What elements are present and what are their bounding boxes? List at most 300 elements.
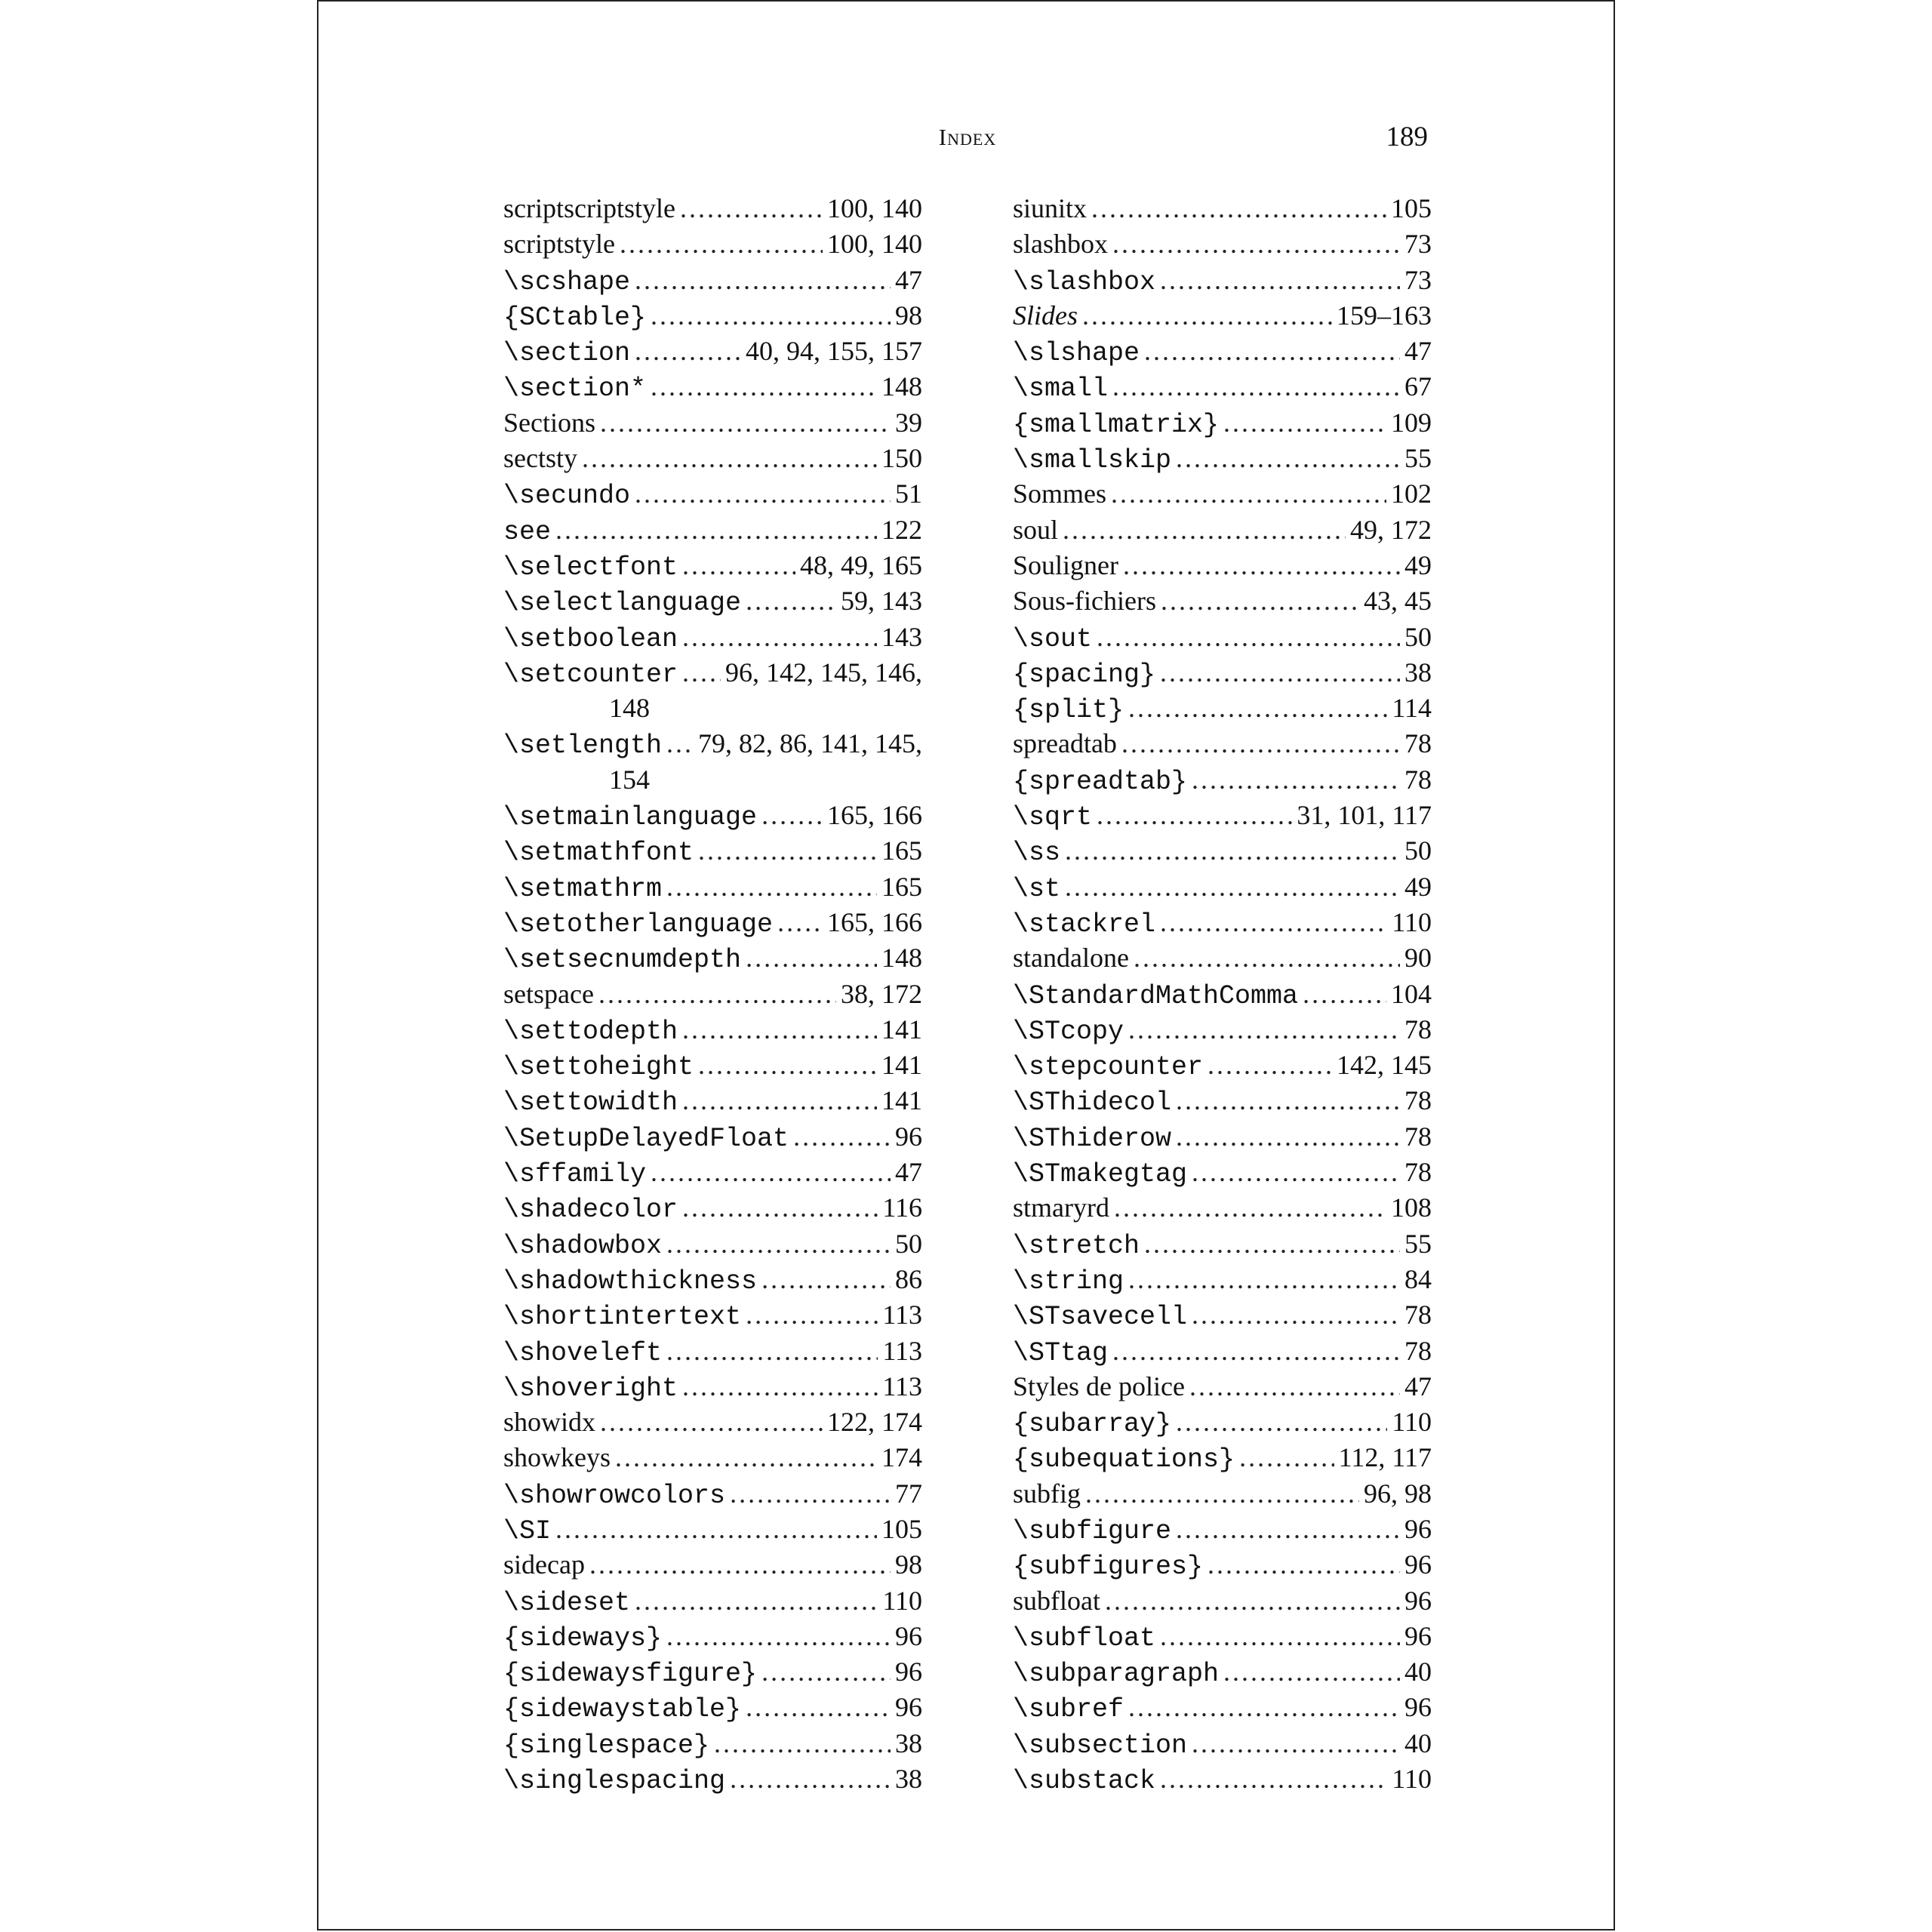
index-entry	[503, 1583, 922, 1619]
leader-dots	[666, 726, 694, 761]
index-entry	[1013, 1547, 1432, 1583]
index-entry-pages: 113	[882, 1371, 922, 1401]
index-entry-pages: 38	[895, 1727, 922, 1758]
index-entry	[1013, 405, 1432, 441]
index-entry-term: \subref	[1013, 1694, 1124, 1725]
index-entry-pages: 96	[1404, 1585, 1432, 1616]
index-entry	[1013, 1083, 1432, 1118]
index-entry-term: showkeys	[503, 1442, 611, 1473]
leader-dots	[1121, 726, 1400, 761]
leader-dots	[1144, 1226, 1400, 1262]
index-entry-pages: 47	[895, 264, 922, 295]
index-entry-pages: 47	[1404, 1371, 1432, 1401]
index-entry-term: Slides	[1013, 300, 1078, 331]
page-number: 189	[1386, 122, 1428, 152]
index-entry-term: \stackrel	[1013, 909, 1156, 940]
index-entry-pages: 98	[895, 300, 922, 331]
leader-dots	[615, 1440, 877, 1475]
leader-dots	[1112, 369, 1400, 405]
index-entry-term: {smallmatrix}	[1013, 409, 1220, 440]
index-entry-term: {SCtable}	[503, 302, 647, 333]
index-entry-term: slashbox	[1013, 229, 1108, 260]
index-entry-pages: 86	[895, 1263, 922, 1294]
index-entry-term: setspace	[503, 978, 594, 1009]
index-entry-term: {subequations}	[1013, 1444, 1235, 1475]
index-entry	[1013, 1226, 1432, 1262]
index-entry-term: \shadowbox	[503, 1230, 663, 1261]
index-entry-term: siunitx	[1013, 193, 1088, 223]
index-entry	[503, 869, 922, 905]
leader-dots	[620, 226, 823, 262]
leader-dots	[1065, 833, 1400, 869]
leader-dots	[1128, 1690, 1400, 1725]
index-entry-term: \sout	[1013, 623, 1093, 654]
index-entry	[1013, 1012, 1432, 1048]
index-entry	[1013, 1726, 1432, 1761]
index-entry	[503, 548, 922, 583]
index-entry-pages: 122	[881, 514, 922, 545]
leader-dots	[666, 1334, 878, 1369]
index-entry-pages: 96	[1404, 1549, 1432, 1580]
index-entry	[1013, 940, 1432, 976]
leader-dots	[651, 369, 877, 405]
leader-dots	[682, 548, 795, 583]
index-entry	[503, 1155, 922, 1190]
leader-dots	[777, 905, 823, 940]
leader-dots	[746, 583, 836, 619]
index-entry-pages: 78	[1404, 1300, 1432, 1331]
index-entry-pages: 96	[1404, 1513, 1432, 1544]
index-entry	[1013, 620, 1432, 655]
index-entry-pages: 98	[895, 1549, 922, 1580]
index-entry-pages: 43, 45	[1364, 586, 1432, 617]
index-entry-pages: 79, 82, 86, 141, 145,	[698, 728, 922, 759]
index-entry	[1013, 298, 1432, 334]
index-entry-pages: 55	[1404, 1228, 1432, 1259]
index-entry-pages: 159–163	[1337, 300, 1432, 331]
index-entry	[503, 441, 922, 476]
index-entry-pages: 40, 94, 155, 157	[746, 336, 922, 367]
index-entry-term: {sidewaystable}	[503, 1694, 742, 1725]
index-entry-term: \setlength	[503, 731, 663, 761]
index-entry	[503, 1547, 922, 1583]
leader-dots	[1239, 1440, 1334, 1475]
index-entry-pages: 49	[1404, 549, 1432, 580]
index-entry-pages: 122, 174	[827, 1407, 922, 1438]
index-entry	[1013, 655, 1432, 691]
index-entry-pages: 96, 98	[1364, 1478, 1432, 1509]
leader-dots	[1085, 1476, 1359, 1512]
index-entry-term: \sqrt	[1013, 802, 1093, 833]
leader-dots	[651, 1155, 891, 1190]
index-entry-term: {spreadtab}	[1013, 766, 1188, 797]
index-entry	[503, 1369, 922, 1404]
index-entry-term: \smallskip	[1013, 445, 1172, 476]
leader-dots	[635, 263, 891, 298]
leader-dots	[1192, 1155, 1400, 1190]
leader-dots	[1160, 905, 1387, 940]
index-entry-term: \setcounter	[503, 659, 678, 690]
index-entry	[503, 1404, 922, 1440]
index-entry	[1013, 798, 1432, 833]
index-entry-pages: 108	[1391, 1192, 1432, 1223]
index-entry	[503, 1690, 922, 1725]
index-entry-pages: 78	[1404, 764, 1432, 795]
index-entry	[503, 798, 922, 833]
index-entry-term: \ss	[1013, 838, 1061, 869]
index-entry-term: \setotherlanguage	[503, 909, 774, 940]
index-entry-pages: 73	[1404, 264, 1432, 295]
index-entry-pages: 38, 172	[841, 978, 922, 1009]
index-entry-continuation	[503, 691, 922, 726]
leader-dots	[680, 191, 823, 226]
index-entry-pages: 114	[1392, 693, 1432, 724]
index-entry-pages: 154	[609, 764, 650, 795]
leader-dots	[1128, 691, 1387, 726]
index-entry-pages: 105	[1391, 193, 1432, 223]
leader-dots	[1105, 1583, 1400, 1619]
index-entry	[1013, 869, 1432, 905]
index-entry-pages: 40	[1404, 1727, 1432, 1758]
leader-dots	[761, 1262, 891, 1297]
index-entry-term: scriptstyle	[503, 229, 615, 260]
index-entry	[503, 1654, 922, 1690]
index-entry-pages: 50	[1404, 835, 1432, 866]
index-entry-pages: 96	[895, 1620, 922, 1651]
index-entry-term: \settodepth	[503, 1016, 678, 1047]
index-entry-pages: 40	[1404, 1657, 1432, 1687]
index-entry-pages: 77	[895, 1478, 922, 1509]
index-entry-term: \singlespacing	[503, 1766, 726, 1797]
index-entry-term: \STmakegtag	[1013, 1159, 1188, 1190]
index-entry-pages: 96	[895, 1692, 922, 1723]
index-entry-continuation	[503, 762, 922, 798]
index-entry-term: \shoveright	[503, 1373, 678, 1404]
leader-dots	[1192, 1726, 1400, 1761]
index-entry-term: scriptscriptstyle	[503, 193, 675, 223]
leader-dots	[555, 512, 877, 548]
leader-dots	[1112, 226, 1400, 262]
index-entry-pages: 31, 101, 117	[1297, 800, 1432, 831]
index-entry	[1013, 548, 1432, 583]
index-entry-term: {sideways}	[503, 1623, 663, 1654]
index-entry	[1013, 1761, 1432, 1797]
index-entry	[503, 334, 922, 369]
index-entry-term: \stretch	[1013, 1230, 1140, 1261]
index-entry-pages: 48, 49, 165	[800, 549, 922, 580]
index-entry-term: \selectfont	[503, 552, 678, 583]
index-entry-term: {subarray}	[1013, 1409, 1172, 1440]
index-entry-pages: 50	[895, 1228, 922, 1259]
index-entry-pages: 142, 145	[1337, 1050, 1432, 1081]
index-entry	[1013, 191, 1432, 226]
leader-dots	[1112, 1334, 1400, 1369]
index-entry	[503, 1262, 922, 1297]
index-entry	[1013, 441, 1432, 476]
index-entry-term: \settoheight	[503, 1052, 694, 1083]
leader-dots	[1223, 1654, 1400, 1690]
index-entry-pages: 38	[1404, 657, 1432, 688]
index-entry-term: \sideset	[503, 1587, 631, 1618]
index-entry-term: \section	[503, 338, 631, 369]
index-entry	[1013, 726, 1432, 761]
index-entry-pages: 141	[881, 1014, 922, 1044]
index-entry-pages: 110	[1392, 906, 1432, 937]
index-entry-pages: 143	[881, 621, 922, 652]
leader-dots	[1176, 1083, 1400, 1118]
leader-dots	[1063, 512, 1346, 548]
index-entry-term: {split}	[1013, 695, 1124, 726]
index-entry	[503, 512, 922, 548]
leader-dots	[1176, 1119, 1400, 1155]
index-entry-term: see	[503, 516, 552, 547]
leader-dots	[682, 655, 721, 691]
index-entry-pages: 148	[609, 693, 650, 724]
index-entry-term: soul	[1013, 514, 1059, 545]
leader-dots	[714, 1726, 891, 1761]
index-entry	[1013, 1440, 1432, 1475]
index-entry	[503, 1190, 922, 1226]
index-entry-term: \slashbox	[1013, 266, 1156, 297]
leader-dots	[555, 1512, 877, 1547]
leader-dots	[1082, 298, 1332, 334]
index-entry-pages: 96	[895, 1657, 922, 1687]
index-entry-term: {singlespace}	[503, 1730, 710, 1761]
index-entry-pages: 90	[1404, 943, 1432, 974]
index-entry	[1013, 1048, 1432, 1083]
leader-dots	[1111, 476, 1386, 512]
index-entry-term: \small	[1013, 374, 1109, 405]
leader-dots	[746, 1690, 891, 1725]
index-entry-pages: 96	[895, 1121, 922, 1152]
index-entry-pages: 51	[895, 478, 922, 509]
leader-dots	[682, 1190, 878, 1226]
index-entry-pages: 102	[1391, 478, 1432, 509]
index-entry-pages: 165	[881, 835, 922, 866]
index-entry	[1013, 1369, 1432, 1404]
index-entry-term: showidx	[503, 1407, 596, 1438]
index-entry	[503, 940, 922, 976]
index-entry	[1013, 263, 1432, 298]
index-entry-pages: 113	[882, 1335, 922, 1366]
index-entry-pages: 150	[881, 443, 922, 474]
leader-dots	[698, 1048, 877, 1083]
leader-dots	[1091, 191, 1386, 226]
index-entry-term: \slshape	[1013, 338, 1140, 369]
index-entry	[503, 263, 922, 298]
leader-dots	[746, 1297, 878, 1333]
leader-dots	[746, 940, 877, 976]
book-page	[317, 0, 1615, 1930]
index-entry	[503, 191, 922, 226]
index-entry	[1013, 334, 1432, 369]
index-entry	[503, 1726, 922, 1761]
leader-dots	[1208, 1547, 1400, 1583]
leader-dots	[698, 833, 877, 869]
index-column-left	[503, 191, 922, 1797]
index-entry	[1013, 583, 1432, 619]
index-entry	[503, 1119, 922, 1155]
index-entry-term: \stepcounter	[1013, 1052, 1204, 1083]
leader-dots	[598, 977, 836, 1012]
index-entry	[1013, 1512, 1432, 1547]
index-entry	[503, 655, 922, 691]
index-entry	[1013, 512, 1432, 548]
leader-dots	[1114, 1190, 1386, 1226]
index-entry	[1013, 762, 1432, 798]
index-entry	[1013, 1654, 1432, 1690]
index-entry-pages: 55	[1404, 443, 1432, 474]
index-entry-pages: 50	[1404, 621, 1432, 652]
index-entry-pages: 38	[895, 1764, 922, 1795]
index-entry	[503, 298, 922, 334]
index-entry-pages: 39	[895, 407, 922, 438]
running-header-title: Index	[938, 124, 997, 150]
index-entry-term: \st	[1013, 873, 1061, 904]
index-entry-term: \substack	[1013, 1766, 1156, 1797]
index-entry	[1013, 1119, 1432, 1155]
index-entry-term: subfloat	[1013, 1585, 1100, 1616]
index-entry-pages: 174	[881, 1442, 922, 1473]
index-entry-term: \SThiderow	[1013, 1123, 1172, 1154]
index-entry-pages: 59, 143	[841, 586, 922, 617]
index-entry-pages: 47	[1404, 336, 1432, 367]
index-entry	[503, 1476, 922, 1512]
leader-dots	[666, 869, 877, 905]
index-entry	[1013, 1404, 1432, 1440]
index-entry	[1013, 476, 1432, 512]
index-entry	[1013, 1619, 1432, 1654]
index-entry	[1013, 1155, 1432, 1190]
index-entry-pages: 96	[1404, 1692, 1432, 1723]
index-entry-term: \STcopy	[1013, 1016, 1124, 1047]
index-entry-term: sectsty	[503, 443, 577, 474]
index-entry-pages: 100, 140	[827, 193, 922, 223]
index-entry-pages: 165	[881, 871, 922, 902]
index-entry	[1013, 369, 1432, 405]
index-entry-term: stmaryrd	[1013, 1192, 1109, 1223]
index-entry-term: \section*	[503, 374, 647, 405]
index-entry	[503, 369, 922, 405]
index-entry	[503, 1334, 922, 1369]
index-entry-term: Sous-fichiers	[1013, 586, 1156, 617]
index-entry-term: \subfigure	[1013, 1515, 1172, 1546]
index-entry-pages: 73	[1404, 229, 1432, 260]
index-entry	[503, 977, 922, 1012]
index-entry	[503, 1297, 922, 1333]
index-entry-pages: 78	[1404, 1121, 1432, 1152]
index-entry	[503, 1512, 922, 1547]
index-entry-pages: 84	[1404, 1263, 1432, 1294]
index-entry-term: {sidewaysfigure}	[503, 1659, 758, 1690]
index-entry	[503, 476, 922, 512]
index-entry-term: \settowidth	[503, 1088, 678, 1118]
index-entry	[1013, 1297, 1432, 1333]
index-entry-pages: 78	[1404, 1157, 1432, 1188]
leader-dots	[1160, 263, 1400, 298]
index-entry	[1013, 1190, 1432, 1226]
index-entry-term: \setboolean	[503, 623, 678, 654]
index-entry-term: \shoveleft	[503, 1337, 663, 1368]
leader-dots	[682, 620, 877, 655]
leader-dots	[1303, 977, 1386, 1012]
index-entry	[1013, 1690, 1432, 1725]
leader-dots	[1160, 1619, 1400, 1654]
leader-dots	[600, 405, 891, 441]
index-entry-pages: 49	[1404, 871, 1432, 902]
index-entry-pages: 78	[1404, 1085, 1432, 1116]
index-entry	[503, 1226, 922, 1262]
index-entry	[1013, 691, 1432, 726]
index-entry-pages: 49, 172	[1350, 514, 1432, 545]
index-entry-pages: 113	[882, 1300, 922, 1331]
index-entry-term: \shortintertext	[503, 1302, 742, 1333]
index-entry	[1013, 977, 1432, 1012]
index-entry	[1013, 1262, 1432, 1297]
index-entry-term: spreadtab	[1013, 728, 1117, 759]
leader-dots	[730, 1761, 891, 1797]
index-entry	[1013, 833, 1432, 869]
index-entry-term: {subfigures}	[1013, 1552, 1204, 1583]
index-entry-term: Souligner	[1013, 549, 1118, 580]
leader-dots	[651, 298, 891, 334]
index-entry-pages: 148	[881, 371, 922, 402]
leader-dots	[1065, 869, 1400, 905]
index-entry-pages: 104	[1391, 978, 1432, 1009]
index-entry-term: \SI	[503, 1515, 552, 1546]
index-entry	[503, 226, 922, 262]
index-entry	[503, 620, 922, 655]
index-entry-pages: 100, 140	[827, 229, 922, 260]
index-entry-pages: 67	[1404, 371, 1432, 402]
index-entry-pages: 96	[1404, 1620, 1432, 1651]
index-entry	[503, 405, 922, 441]
index-entry	[1013, 1334, 1432, 1369]
index-entry-pages: 105	[881, 1513, 922, 1544]
leader-dots	[1161, 583, 1359, 619]
index-entry	[503, 1012, 922, 1048]
index-entry-pages: 110	[1392, 1764, 1432, 1795]
leader-dots	[1189, 1369, 1400, 1404]
index-entry-pages: 96, 142, 145, 146,	[725, 657, 922, 688]
leader-dots	[635, 476, 891, 512]
index-entry-term: \setsecnumdepth	[503, 945, 742, 976]
index-entry-term: \subsection	[1013, 1730, 1188, 1761]
index-entry-term: \StandardMathComma	[1013, 980, 1299, 1011]
index-entry-pages: 78	[1404, 1014, 1432, 1044]
leader-dots	[1176, 1404, 1387, 1440]
leader-dots	[793, 1119, 891, 1155]
leader-dots	[666, 1226, 891, 1262]
leader-dots	[582, 441, 877, 476]
index-entry-pages: 165, 166	[827, 906, 922, 937]
leader-dots	[1134, 940, 1400, 976]
index-entry-term: \STsavecell	[1013, 1302, 1188, 1333]
index-entry-term: \STtag	[1013, 1337, 1109, 1368]
leader-dots	[1144, 334, 1400, 369]
index-entry-term: \scshape	[503, 266, 631, 297]
index-entry	[503, 905, 922, 940]
index-entry	[503, 1619, 922, 1654]
leader-dots	[1208, 1048, 1332, 1083]
leader-dots	[1123, 548, 1400, 583]
leader-dots	[1097, 798, 1292, 833]
index-entry	[1013, 1583, 1432, 1619]
index-entry-pages: 165, 166	[827, 800, 922, 831]
index-entry	[1013, 905, 1432, 940]
leader-dots	[1192, 1297, 1400, 1333]
leader-dots	[600, 1404, 823, 1440]
